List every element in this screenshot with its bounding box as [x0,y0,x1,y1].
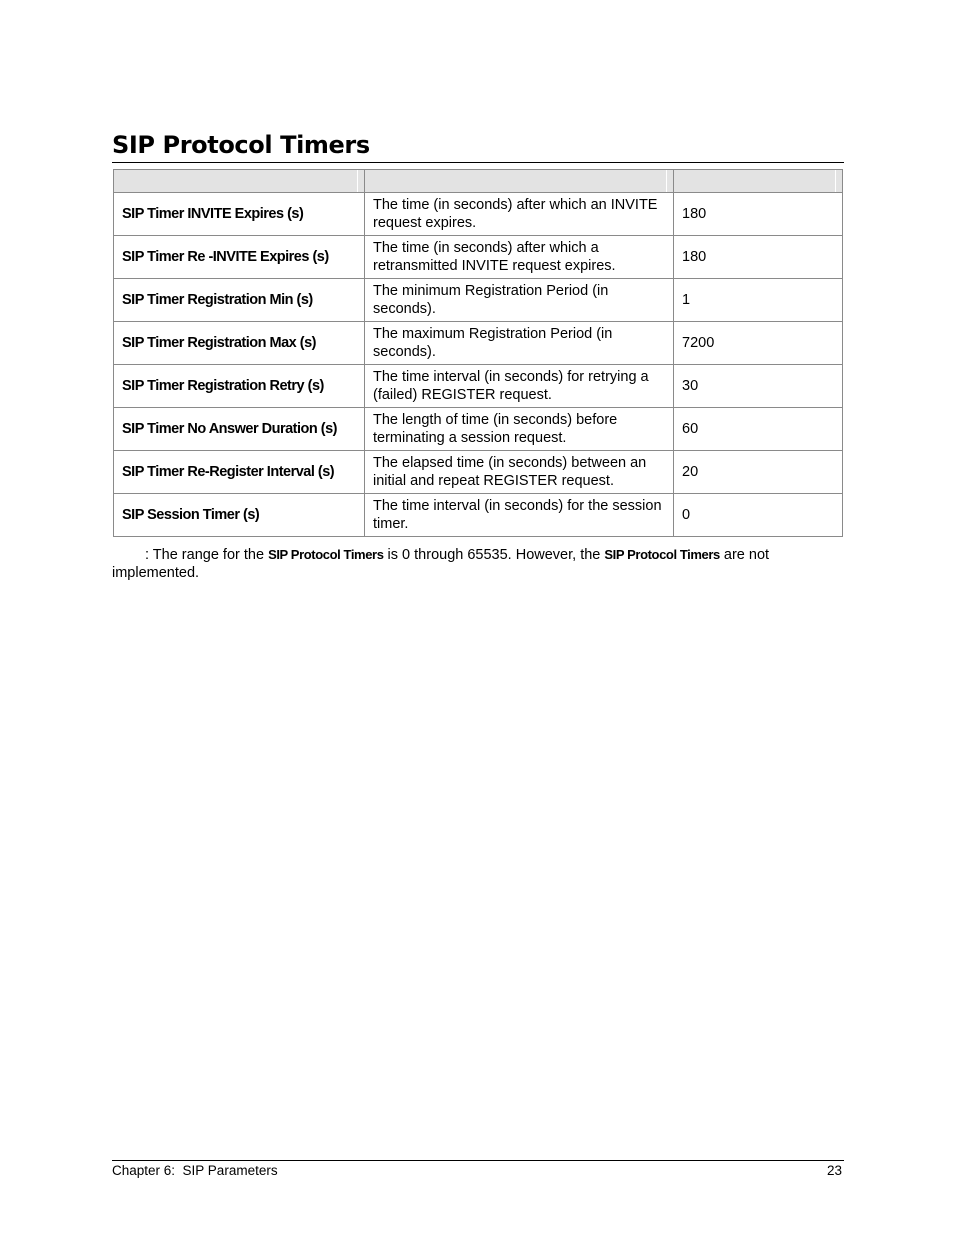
parameter-description: The maximum Registration Period (in seconds). [365,322,674,365]
parameter-name: SIP Session Timer (s) [114,494,365,537]
parameter-description: The time interval (in seconds) for retrying a (failed) REGISTER request. [365,365,674,408]
table-row [114,365,843,408]
page-title: SIP Protocol Timers [112,131,370,159]
note-term-1: SIP Protocol Timers [268,547,384,562]
parameter-value: 180 [674,236,843,279]
note-term-2: SIP Protocol Timers [604,547,720,562]
table-row [114,494,843,537]
header-cell-value [674,170,843,193]
note-text-1: : The range for the [145,547,269,563]
table-row [114,451,843,494]
range-note [112,546,842,582]
table-row [114,322,843,365]
parameter-description: The length of time (in seconds) before terminating a session request. [365,408,674,451]
parameter-name: SIP Timer No Answer Duration (s) [114,408,365,451]
parameter-value: 180 [674,193,843,236]
parameter-description: The minimum Registration Period (in seconds). [365,279,674,322]
parameter-value: 60 [674,408,843,451]
parameter-description: The elapsed time (in seconds) between an initial and repeat REGISTER request. [365,451,674,494]
parameter-name: SIP Timer Re -INVITE Expires (s) [114,236,365,279]
parameter-description: The time interval (in seconds) for the session timer. [365,494,674,537]
parameter-description: The time (in seconds) after which an INVITE request expires. [365,193,674,236]
table-row [114,279,843,322]
timers-table [113,169,843,537]
table-row [114,193,843,236]
parameter-name: SIP Timer Re-Register Interval (s) [114,451,365,494]
header-cell-description [365,170,674,193]
table-row [114,408,843,451]
footer-page-number: 23 [826,1163,842,1178]
footer-chapter: Chapter 6: SIP Parameters [112,1163,278,1178]
footer-divider [112,1160,844,1161]
parameter-value: 20 [674,451,843,494]
title-divider [112,162,844,163]
parameter-description: The time (in seconds) after which a retransmitted INVITE request expires. [365,236,674,279]
note-text-2: is 0 through 65535. However, the [383,547,605,563]
parameter-value: 30 [674,365,843,408]
parameter-value: 7200 [674,322,843,365]
table-row [114,236,843,279]
parameter-name: SIP Timer Registration Retry (s) [114,365,365,408]
note-text-3: are not implemented. [112,547,770,581]
header-cell-parameter [114,170,365,193]
parameter-name: SIP Timer Registration Min (s) [114,279,365,322]
parameter-value: 1 [674,279,843,322]
table-header-row [114,170,843,193]
parameter-name: SIP Timer INVITE Expires (s) [114,193,365,236]
parameter-value: 0 [674,494,843,537]
parameter-name: SIP Timer Registration Max (s) [114,322,365,365]
